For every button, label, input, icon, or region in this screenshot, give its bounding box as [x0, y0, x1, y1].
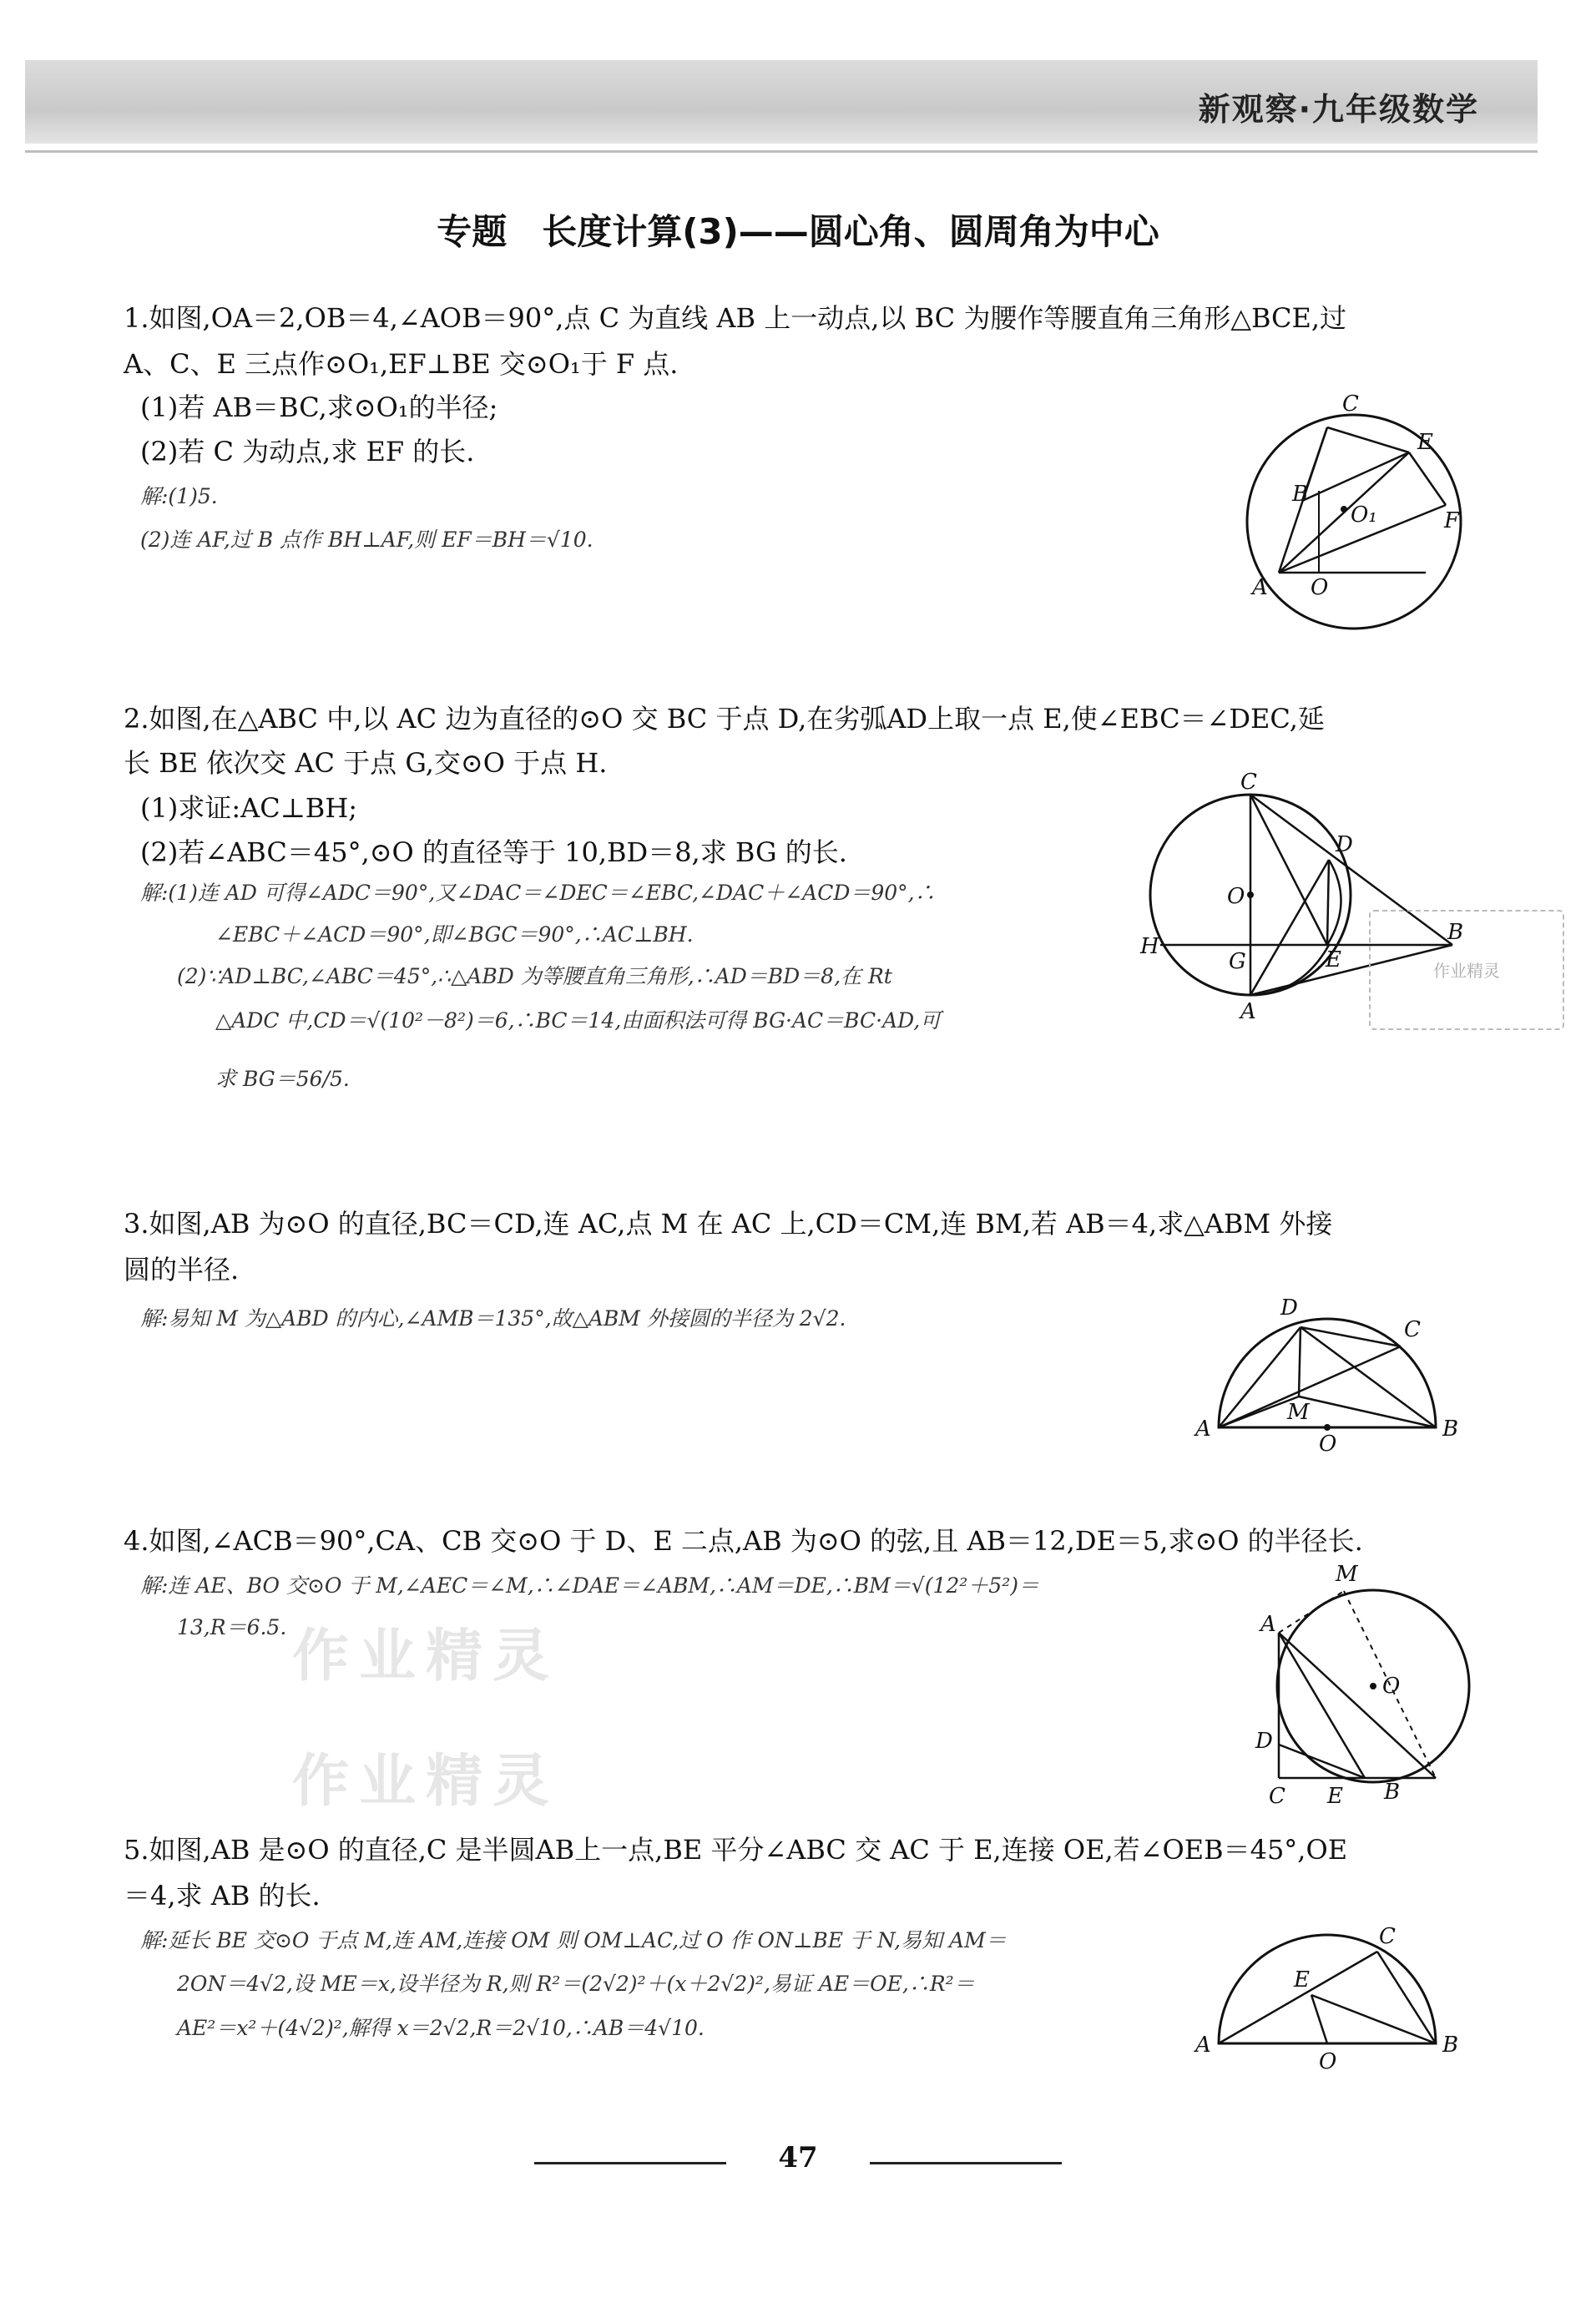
problem-1-line-1: 1.如图,OA＝2,OB＝4,∠AOB＝90°,点 C 为直线 AB 上一动点,以 BC 为腰作等腰直角三角形△BCE,过 [124, 302, 1347, 334]
fig5-label-E: E [1294, 1967, 1310, 1992]
problem-2-solution-2: ∠EBC＋∠ACD＝90°,即∠BGC＝90°,∴AC⊥BH. [215, 922, 694, 947]
problem-2-line-2: 长 BE 依次交 AC 于点 G,交⊙O 于点 H. [124, 747, 608, 779]
fig3-label-O: O [1319, 1432, 1337, 1457]
problem-4-solution-1: 解:连 AE、BO 交⊙O 于 M,∠AEC＝∠M,∴∠DAE＝∠ABM,∴AM＝DE,∴BM＝√(12²＋5²)＝ [140, 1573, 1039, 1598]
fig4-label-D: D [1255, 1729, 1273, 1754]
fig1-label-O: O [1311, 575, 1329, 600]
fig2-label-D: D [1336, 832, 1353, 857]
fig1-label-O1: O₁ [1351, 503, 1377, 528]
problem-5-solution-1: 解:延长 BE 交⊙O 于点 M,连 AM,连接 OM 则 OM⊥AC,过 O 作 ON⊥BE 于 N,易知 AM＝ [140, 1928, 1007, 1952]
problem-1-line-2: A、C、E 三点作⊙O₁,EF⊥BE 交⊙O₁于 F 点. [124, 348, 679, 380]
problem-2-part-1: (1)求证:AC⊥BH; [140, 792, 358, 824]
fig5-label-C: C [1379, 1924, 1396, 1949]
fig4-label-E: E [1327, 1784, 1343, 1809]
fig3-label-A: A [1195, 1417, 1211, 1442]
problem-1-part-1: (1)若 AB＝BC,求⊙O₁的半径; [140, 391, 498, 423]
problem-2-solution-5: 求 BG＝56/5. [215, 1067, 350, 1091]
fig1-label-F: F [1444, 508, 1460, 533]
fig3-label-D: D [1280, 1295, 1298, 1321]
problem-4-line-1: 4.如图,∠ACB＝90°,CA、CB 交⊙O 于 D、E 二点,AB 为⊙O 的弦,且 AB＝12,DE＝5,求⊙O 的半径长. [124, 1525, 1363, 1557]
problem-2-solution-4: △ADC 中,CD＝√(10²－8²)＝6,∴BC＝14,由面积法可得 BG·AC＝BC·AD,可 [215, 1008, 942, 1033]
fig4-label-B: B [1384, 1780, 1401, 1805]
watermark-1: 作业精灵 [292, 1624, 560, 1689]
problem-3-line-1: 3.如图,AB 为⊙O 的直径,BC＝CD,连 AC,点 M 在 AC 上,CD＝CM,连 BM,若 AB＝4,求△ABM 外接 [124, 1208, 1333, 1240]
problem-3-figure [1185, 1290, 1469, 1457]
fig4-label-O: O [1382, 1674, 1401, 1699]
header-band [25, 60, 1538, 144]
fig1-label-A: A [1252, 575, 1268, 600]
watermark-stamp [1369, 910, 1564, 1030]
problem-5-figure [1185, 1912, 1469, 2078]
problem-1-figure [1227, 384, 1477, 643]
problem-1-solution-1: 解:(1)5. [140, 484, 218, 508]
fig5-label-A: A [1195, 2033, 1211, 2058]
watermark-2: 作业精灵 [292, 1749, 560, 1815]
problem-3-solution-1: 解:易知 M 为△ABD 的内心,∠AMB＝135°,故△ABM 外接圆的半径为 2√2. [140, 1306, 846, 1331]
problem-4-solution-2: 13,R＝6.5. [177, 1615, 287, 1639]
problem-2-line-1: 2.如图,在△ABC 中,以 AC 边为直径的⊙O 交 BC 于点 D,在劣弧AD上取一点 E,使∠EBC＝∠DEC,延 [124, 703, 1325, 735]
problem-5-line-1: 5.如图,AB 是⊙O 的直径,C 是半圆AB上一点,BE 平分∠ABC 交 AC 于 E,连接 OE,若∠OEB＝45°,OE [124, 1834, 1348, 1866]
problem-5-solution-2: 2ON＝4√2,设 ME＝x,设半径为 R,则 R²＝(2√2)²＋(x＋2√2)²,易证 AE＝OE,∴R²＝ [177, 1972, 975, 1996]
fig3-label-M: M [1287, 1400, 1310, 1425]
problem-5-line-2: ＝4,求 AB 的长. [124, 1880, 321, 1912]
problem-1-part-2: (2)若 C 为动点,求 EF 的长. [140, 436, 475, 467]
fig2-label-C: C [1240, 770, 1257, 795]
fig2-label-B: B [1447, 920, 1464, 945]
fig4-label-C: C [1269, 1784, 1285, 1809]
fig1-label-C: C [1342, 391, 1359, 417]
fig2-label-E: E [1326, 947, 1341, 972]
fig5-label-O: O [1319, 2049, 1337, 2074]
problem-2-solution-3: (2)∵AD⊥BC,∠ABC＝45°,∴△ABD 为等腰直角三角形,∴AD＝BD＝8,在 Rt [177, 964, 892, 988]
fig2-label-G: G [1229, 949, 1246, 974]
fig4-label-A: A [1260, 1612, 1276, 1637]
problem-2-solution-1: 解:(1)连 AD 可得∠ADC＝90°,又∠DAC＝∠DEC＝∠EBC,∠DAC＋∠ACD＝90°,∴ [140, 881, 936, 905]
fig4-label-M: M [1336, 1562, 1358, 1587]
stamp-text: 作业精灵 [1433, 961, 1500, 981]
page-title: 专题 长度计算(3)——圆心角、圆周角为中心 [437, 211, 1159, 252]
fig2-label-H: H [1140, 934, 1159, 959]
fig5-label-B: B [1442, 2033, 1459, 2058]
header-divider [25, 150, 1538, 153]
header-title: 新观察·九年级数学 [1198, 91, 1479, 128]
problem-4-figure [1244, 1561, 1477, 1811]
fig3-label-C: C [1404, 1317, 1421, 1342]
problem-3-line-2: 圆的半径. [124, 1254, 240, 1285]
problem-2-part-2: (2)若∠ABC＝45°,⊙O 的直径等于 10,BD＝8,求 BG 的长. [140, 836, 847, 868]
page-number: 47 [778, 2141, 818, 2174]
problem-1-solution-2: (2)连 AF,过 B 点作 BH⊥AF,则 EF＝BH＝√10. [140, 528, 593, 552]
fig3-label-B: B [1442, 1417, 1459, 1442]
problem-5-solution-3: AE²＝x²＋(4√2)²,解得 x＝2√2,R＝2√10,∴AB＝4√10. [177, 2016, 705, 2040]
fig2-label-A: A [1240, 999, 1256, 1024]
fig1-label-B: B [1292, 482, 1309, 507]
fig1-label-E: E [1417, 430, 1433, 455]
fig2-label-O: O [1227, 884, 1245, 909]
